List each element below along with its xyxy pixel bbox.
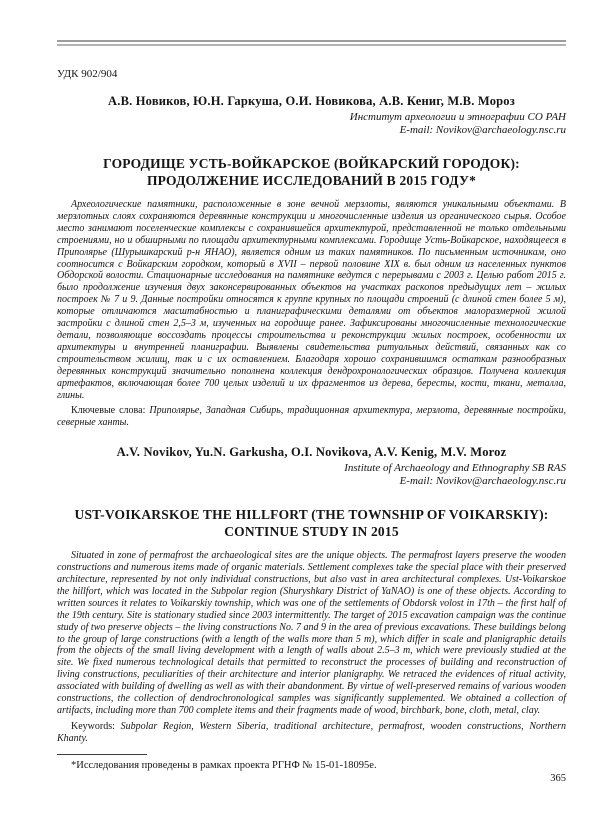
title-russian-line1: ГОРОДИЩЕ УСТЬ-ВОЙКАРСКОЕ (ВОЙКАРСКИЙ ГОРОДОК):	[103, 156, 520, 171]
authors-english: A.V. Novikov, Yu.N. Garkusha, O.I. Novikova, A.V. Kenig, M.V. Moroz	[116, 445, 507, 460]
udc-code: УДК 902/904	[57, 68, 118, 80]
abstract-english: Situated in zone of permafrost the archaeological sites are the unique objects. The permafrost layers preserve the wooden constructions and numerous items made of organic materials. Settlement complexes take the special place with their preserved architecture, represented by not only individual constructions, but also vast in area architectural complexes. Ust-Voikarskoe the hillfort, which was located in the Subpolar region (Shuryshkary District of YaNAO) is one of these objects. According to written sources it relates to Voikarskiy township, which was one of the settlements of Obdorsk volost in 17th – the first half of the 19th century. Site is stationary studied since 2003 intermittently. The target of 2015 excavation campaign was the continue study of two preserve objects – the living constructions No. 7 and 9 in the area of previous excavations. These buildings belong to the group of large constructions (with a length of the walls more than 5 m), which differ in scale and planigraphic details from the objects of the small living development with a length of walls about 2.5–3 m, which were previously studied at the site. We fixed numerous technological details that permitted to reconstruct the processes of building and reconstruction of living constructions, peculiarities of their architecture and interior planigraphy. We retraced the evidences of ritual activity, associated with building of dwelling as well as with their abandonment. By virtue of well-preserved remains of various wooden constructions, the collection of dendrochronological samples was significantly supplemented. We obtained a collection of artifacts, including more than 700 complete items and their fragments made of wood, birchbark, bone, cloth, metal, clay.	[57, 550, 566, 716]
email-russian: E-mail: Novikov@archaeology.nsc.ru	[399, 124, 566, 136]
page-content	[0, 40, 611, 772]
page-number: 365	[550, 773, 566, 784]
header-rule	[57, 40, 566, 46]
keywords-label-russian: Ключевые слова:	[71, 405, 150, 417]
authors-russian: А.В. Новиков, Ю.Н. Гаркуша, О.И. Новикова, А.В. Кениг, М.В. Мороз	[108, 94, 515, 108]
keywords-list-english: Subpolar Region, Western Siberia, traditional architecture, permafrost, wooden constructions, Northern Khanty.	[57, 720, 566, 744]
abstract-russian: Археологические памятники, расположенные в зоне вечной мерзлоты, являются уникальными объектами. В мерзлотных слоях сохраняются деревянные конструкции и многочисленные изделия из органического сырья. Особое место занимают поселенческие комплексы с сохранившейся архитектурой, представленной не только отдельными строениями, но и обширными по площади архитектурными комплексами. Городище Усть-Войкарское, находящееся в Приполярье (Шурышкарский р-н ЯНАО), является одним из таких памятников. По письменным источникам, оно соотносится с Войкарским городком, который в XVII – первой половине XIX в. был одним из населенных пунктов Обдорской волости. Стационарные исследования на памятнике ведутся с перерывами с 2003 г. Целью работ 2015 г. было продолжение изучения двух законсервированных объектов на участках раскопов предыдущих лет – жилых построек № 7 и 9. Данные постройки относятся к группе крупных по площади строений (с длиной стен более 5 м), которые отличаются масштабностью и планиграфическими деталями от объектов малоразмерной жилой застройки с длиной стен 2,5–3 м, изученных на городище ранее. Зафиксированы многочисленные технологические детали, позволяющие воссоздать процессы строительства и реконструкции жилых построек, особенности их архитектуры и внутренней планиграфии. Выявлены свидетельства ритуальных действий, связанных как со строительством жилищ, так и с их оставлением. Благодаря хорошо сохранившимся остаткам разнообразных деревянных конструкций значительно пополнена коллекция дендрохронологических образцов. Получена коллекция артефактов, включающая более 700 целых изделий и их фрагментов из дерева, бересты, кости, ткани, металла, глины.	[57, 199, 566, 401]
affiliation-english: Institute of Archaeology and Ethnography SB RAS	[344, 462, 566, 475]
title-english-line2: CONTINUE STUDY IN 2015	[224, 524, 399, 540]
footnote: *Исследования проведены в рамках проекта РГНФ № 15-01-18095е.	[71, 759, 377, 771]
footnote-rule	[57, 754, 147, 755]
affiliation-russian: Институт археологии и этнографии СО РАН	[349, 111, 566, 123]
keywords-list-russian: Приполярье, Западная Сибирь, традиционная архитектура, мерзлота, деревянные постройки, северные ханты.	[57, 405, 566, 429]
keywords-english	[57, 721, 566, 745]
article-title-russian	[57, 155, 566, 189]
keywords-label-english: Keywords:	[71, 720, 121, 732]
keywords-russian	[57, 405, 566, 429]
title-russian-line2: ПРОДОЛЖЕНИЕ ИССЛЕДОВАНИЙ В 2015 ГОДУ*	[146, 173, 477, 188]
article-title-english	[57, 506, 566, 540]
email-english: E-mail: Novikov@archaeology.nsc.ru	[399, 475, 566, 488]
title-english-line1: UST-VOIKARSKOE THE HILLFORT (THE TOWNSHIP OF VOIKARSKIY):	[74, 507, 549, 523]
